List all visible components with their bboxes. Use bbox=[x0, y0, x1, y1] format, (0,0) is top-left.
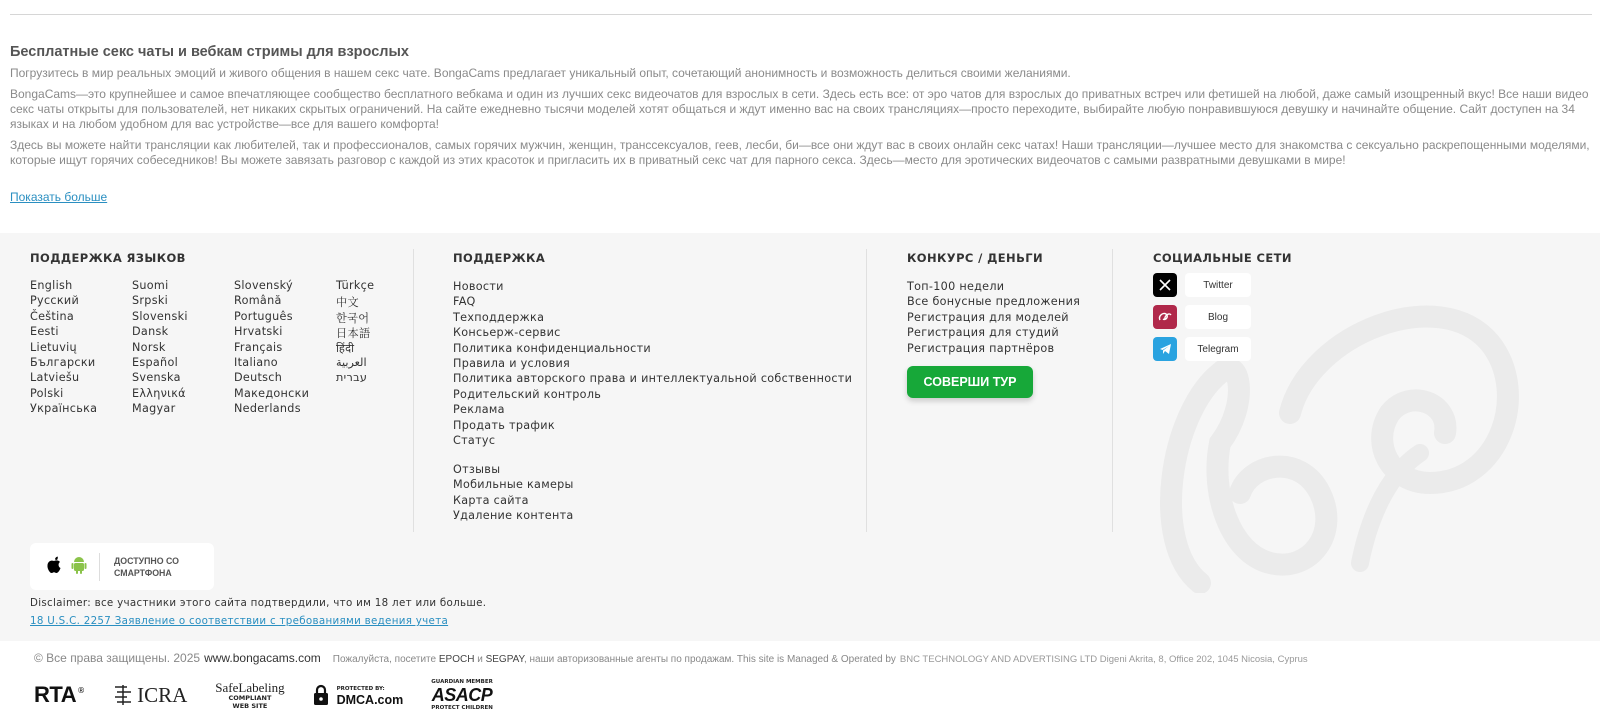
contest-links bbox=[907, 279, 1080, 356]
social-twitter[interactable] bbox=[1153, 273, 1251, 297]
language-item[interactable]: Suomi bbox=[132, 279, 169, 292]
seo-paragraph: Погрузитесь в мир реальных эмоций и живого общения в нашем секс чате. BongaCams предлагает уникальный опыт, сочетающий анонимность и возможность делиться своими желаниями. bbox=[10, 66, 1071, 80]
language-empty bbox=[336, 402, 416, 417]
contest-link[interactable]: Регистрация партнёров bbox=[907, 341, 1055, 355]
column-divider bbox=[866, 249, 867, 532]
language-item[interactable]: Español bbox=[132, 355, 178, 369]
safelabeling-badge[interactable]: SafeLabeling COMPLIANT WEB SITE bbox=[215, 679, 285, 710]
blog-icon bbox=[1153, 305, 1177, 329]
language-item[interactable]: Hrvatski bbox=[234, 325, 283, 339]
language-item[interactable]: 한국어 bbox=[336, 311, 370, 325]
app-badge-text: ДОСТУПНО СО СМАРТФОНА bbox=[114, 555, 180, 578]
x-twitter-icon bbox=[1153, 273, 1177, 297]
column-divider bbox=[413, 249, 414, 532]
language-item[interactable]: Русский bbox=[30, 294, 80, 308]
age-disclaimer: Disclaimer: все участники этого сайта подтвердили, что им 18 лет или больше. bbox=[30, 597, 487, 609]
support-link[interactable]: FAQ bbox=[453, 295, 476, 309]
contest-link[interactable]: Топ-100 недели bbox=[907, 280, 1005, 293]
language-item[interactable]: Svenska bbox=[132, 371, 181, 385]
social-telegram[interactable] bbox=[1153, 337, 1251, 361]
language-item[interactable]: Slovenski bbox=[132, 309, 188, 323]
support-link[interactable]: Мобильные камеры bbox=[453, 478, 574, 492]
copyright-text: © Все права защищены. 2025 bbox=[34, 651, 201, 665]
seo-paragraph: BongaCams—это крупнейшее и самое впечатляющее сообщество бесплатного вебкама и один из лучших секс видеочатов для взрослых в сети. Здесь есть все: от эро чатов для взрослых до приватных встреч или фетишей на любой, даже самый изощренный вкус! Все наши видео секс чаты открыты для пользователей, нет никаких скрытых ограничений. На сайте ежедневно тысячи моделей хотят общаться и ждут именно вас на своих трансляциях—просто переходите, выбирайте любую понравившуюся девушку и начинайте общение. Сайт доступен на 34 языках и на любом удобном для вас устройстве—все для вашего комфорта! bbox=[10, 87, 1589, 131]
show-more-link[interactable]: Показать больше bbox=[10, 190, 108, 204]
sales-agents-text: Пожалуйста, посетите EPOCH и SEGPAY, наши авторизованные агенты по продажам. This site is Managed & Operated by bbox=[332, 654, 896, 665]
company-address: BNC TECHNOLOGY AND ADVERTISING LTD Digeni Akrita, 8, Office 202, 1045 Nicosia, Cyprus bbox=[899, 654, 1308, 665]
support-link[interactable]: Карта сайта bbox=[453, 493, 529, 507]
language-item[interactable]: Lietuvių bbox=[30, 340, 77, 354]
social-label: Blog bbox=[1185, 305, 1251, 329]
icra-badge[interactable]: ICRA bbox=[113, 683, 187, 708]
app-badge-divider bbox=[99, 553, 100, 581]
support-link[interactable]: Правила и условия bbox=[453, 356, 571, 370]
apple-icon bbox=[46, 556, 62, 578]
support-link[interactable]: Родительский контроль bbox=[453, 387, 602, 401]
language-item[interactable]: Eesti bbox=[30, 325, 59, 339]
language-item[interactable]: Deutsch bbox=[234, 371, 283, 385]
support-link[interactable]: Удаление контента bbox=[453, 509, 574, 523]
language-item[interactable]: Português bbox=[234, 309, 293, 323]
take-tour-button[interactable]: СОВЕРШИ ТУР bbox=[907, 366, 1033, 398]
support-title: ПОДДЕРЖКА bbox=[453, 251, 546, 265]
icra-icon bbox=[113, 683, 135, 707]
android-icon bbox=[71, 556, 87, 578]
social-blog[interactable] bbox=[1153, 305, 1251, 329]
asacp-badge[interactable]: GUARDIAN MEMBER ASACP PROTECT CHILDREN bbox=[431, 679, 493, 711]
language-item[interactable]: Italiano bbox=[234, 355, 278, 369]
mobile-app-badge[interactable] bbox=[30, 543, 214, 590]
language-item[interactable]: हिंदी bbox=[336, 341, 355, 355]
language-item[interactable]: Română bbox=[234, 294, 282, 308]
contest-title: КОНКУРС / ДЕНЬГИ bbox=[907, 251, 1043, 265]
language-item[interactable]: Македонски bbox=[234, 386, 310, 400]
site-link[interactable]: www.bongacams.com bbox=[204, 651, 321, 665]
language-item[interactable]: Polski bbox=[30, 386, 64, 400]
language-list bbox=[30, 279, 416, 418]
language-item[interactable]: Українська bbox=[30, 402, 98, 416]
column-divider bbox=[1112, 249, 1113, 532]
language-item[interactable]: Français bbox=[234, 340, 283, 354]
language-item[interactable]: Dansk bbox=[132, 325, 169, 339]
language-item[interactable]: Slovenský bbox=[234, 279, 293, 292]
support-link[interactable]: Новости bbox=[453, 280, 504, 293]
support-link[interactable]: Реклама bbox=[453, 403, 505, 417]
top-divider bbox=[10, 14, 1592, 15]
usc-2257-link[interactable]: 18 U.S.C. 2257 Заявление о соответствии с требованиями ведения учета bbox=[30, 615, 449, 627]
support-link[interactable]: Консьерж-сервис bbox=[453, 326, 561, 340]
language-item[interactable]: Magyar bbox=[132, 402, 176, 416]
contest-link[interactable]: Регистрация для моделей bbox=[907, 310, 1069, 324]
language-item[interactable]: العربية bbox=[336, 355, 367, 369]
language-item[interactable]: Latviešu bbox=[30, 371, 80, 385]
social-label: Twitter bbox=[1185, 273, 1251, 297]
support-links bbox=[453, 279, 852, 448]
dmca-badge[interactable]: PROTECTED BY: DMCA.com bbox=[313, 684, 404, 706]
language-item[interactable]: Nederlands bbox=[234, 402, 301, 416]
language-empty bbox=[336, 387, 416, 402]
language-item[interactable]: Български bbox=[30, 355, 96, 369]
language-item[interactable]: 日本語 bbox=[336, 327, 371, 341]
language-item[interactable]: 中文 bbox=[336, 296, 359, 310]
contest-link[interactable]: Все бонусные предложения bbox=[907, 295, 1081, 309]
site-footer bbox=[0, 233, 1600, 641]
social-title: СОЦИАЛЬНЫЕ СЕТИ bbox=[1153, 251, 1292, 265]
support-link[interactable]: Политика конфиденциальности bbox=[453, 341, 652, 355]
seo-paragraph: Здесь вы можете найти трансляции как любителей, так и профессионалов, самых горячих мужчин, женщин, транссексуалов, геев, лесби, би—все они ждут вас в своих онлайн секс чатах! Наши трансляции—лучшее место для знакомства с сексуально раскрепощенными моделями, которые ищут горячих собеседников! Вы можете завязать разговор с каждой из этих красоток и пригласить их в приватный секс чат для парного секса. Здесь—место для эротических видеочатов с самыми развратными девушками в мире! bbox=[10, 138, 1590, 167]
support-link[interactable]: Техподдержка bbox=[453, 310, 545, 324]
support-link[interactable]: Отзывы bbox=[453, 463, 501, 476]
compliance-badges bbox=[34, 680, 521, 710]
telegram-icon bbox=[1153, 337, 1177, 361]
support-links-extra bbox=[453, 462, 574, 524]
languages-title: ПОДДЕРЖКА ЯЗЫКОВ bbox=[30, 251, 186, 265]
support-link[interactable]: Продать трафик bbox=[453, 418, 555, 432]
language-item[interactable]: English bbox=[30, 279, 73, 292]
social-label: Telegram bbox=[1185, 337, 1251, 361]
language-item[interactable]: Türkçe bbox=[336, 279, 375, 292]
segpay-link[interactable]: SEGPAY bbox=[485, 654, 524, 665]
language-item[interactable]: Čeština bbox=[30, 309, 75, 323]
support-link[interactable]: Статус bbox=[453, 433, 496, 447]
seo-title: Бесплатные секс чаты и вебкам стримы для взрослых bbox=[10, 44, 409, 60]
rta-badge[interactable]: RTA ® bbox=[34, 682, 86, 707]
language-item[interactable]: עברית bbox=[336, 371, 368, 385]
language-item[interactable]: Srpski bbox=[132, 294, 169, 308]
language-item[interactable]: Ελληνικά bbox=[132, 386, 186, 400]
epoch-link[interactable]: EPOCH bbox=[438, 654, 475, 665]
lock-icon bbox=[313, 684, 329, 706]
seo-text-section bbox=[10, 44, 1590, 206]
language-item[interactable]: Norsk bbox=[132, 340, 166, 354]
support-link[interactable]: Политика авторского права и интеллектуальной собственности bbox=[453, 372, 853, 386]
contest-link[interactable]: Регистрация для студий bbox=[907, 326, 1059, 340]
copyright-bar bbox=[34, 651, 1308, 665]
